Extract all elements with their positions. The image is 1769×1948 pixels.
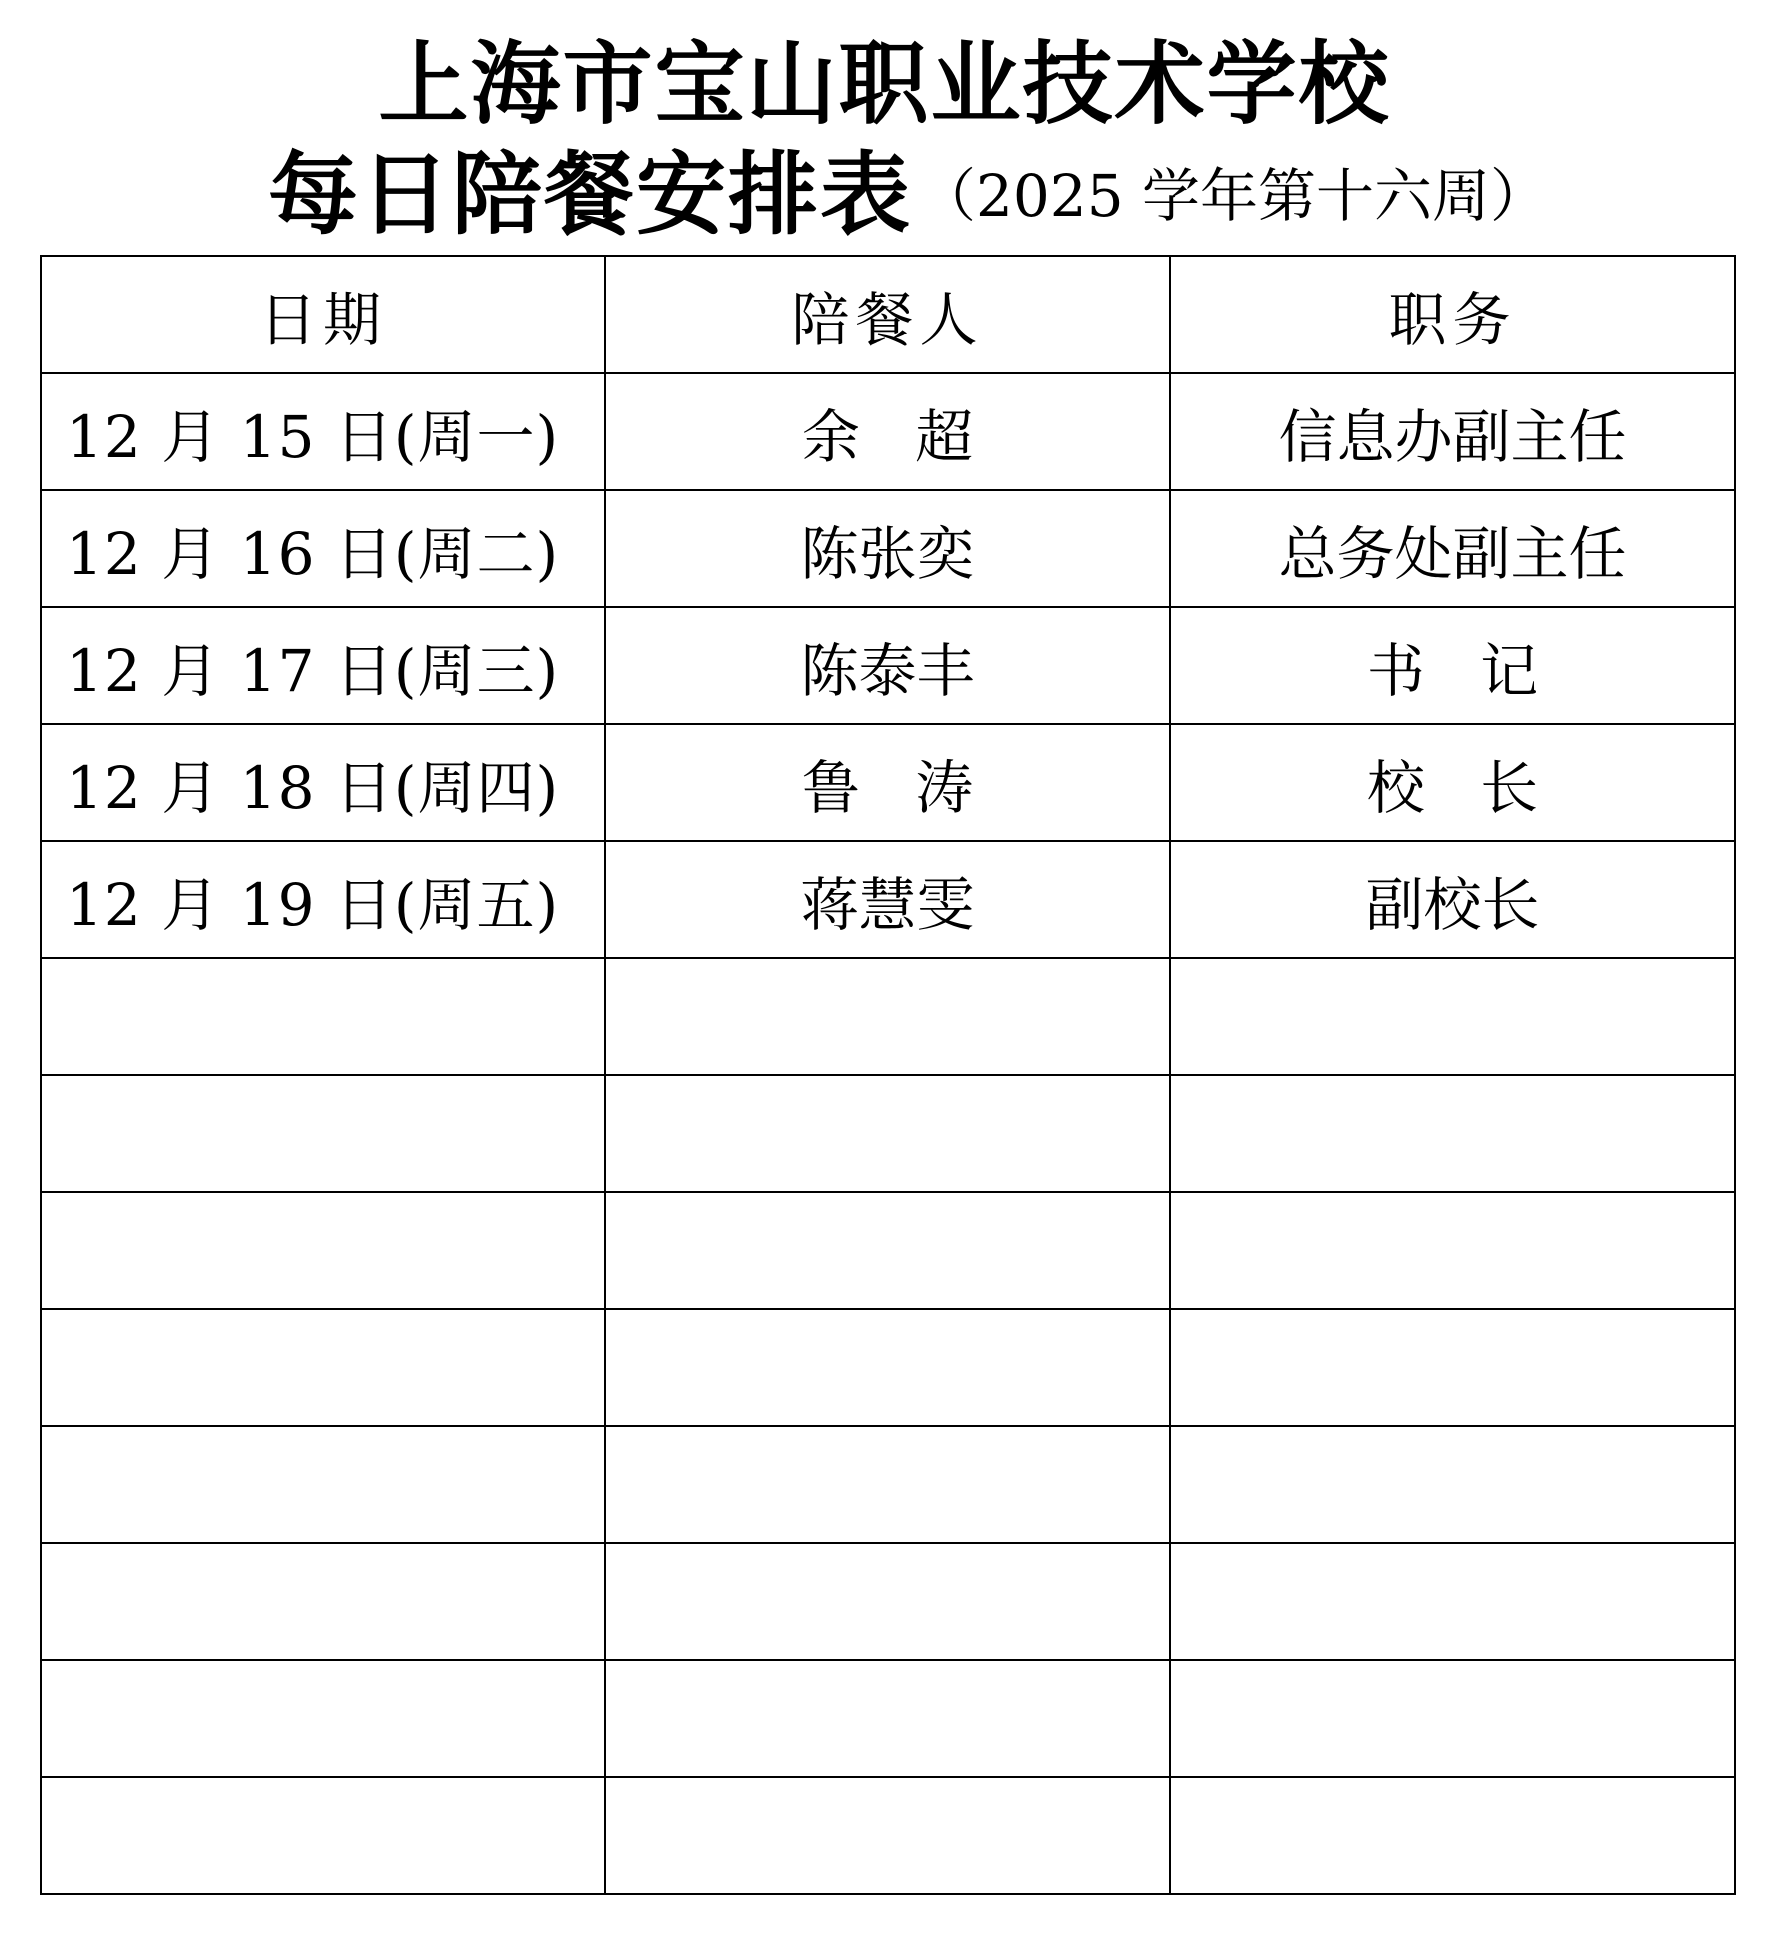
table-row-empty: [41, 1660, 1735, 1777]
cell-position: 总务处副主任: [1170, 490, 1735, 607]
cell-date: [41, 1075, 605, 1192]
cell-date: [41, 1543, 605, 1660]
cell-date: 12 月 18 日(周四): [41, 724, 605, 841]
table-row: [41, 724, 1735, 841]
cell-person: [605, 1192, 1170, 1309]
cell-position: [1170, 958, 1735, 1075]
cell-person: 陈泰丰: [605, 607, 1170, 724]
cell-date: [41, 1660, 605, 1777]
cell-person: [605, 1075, 1170, 1192]
cell-date: [41, 1777, 605, 1894]
schedule-table: [40, 255, 1736, 1895]
cell-date: [41, 1192, 605, 1309]
cell-position: 书 记: [1170, 607, 1735, 724]
table-row: [41, 490, 1735, 607]
cell-person: [605, 1777, 1170, 1894]
cell-person: [605, 1309, 1170, 1426]
cell-position: [1170, 1543, 1735, 1660]
header-person: 陪餐人: [605, 256, 1170, 373]
cell-person: [605, 958, 1170, 1075]
cell-person: 鲁 涛: [605, 724, 1170, 841]
cell-date: 12 月 17 日(周三): [41, 607, 605, 724]
cell-date: 12 月 19 日(周五): [41, 841, 605, 958]
cell-position: [1170, 1660, 1735, 1777]
table-row-empty: [41, 1426, 1735, 1543]
document-subtitle: [268, 140, 1548, 250]
cell-position: [1170, 1309, 1735, 1426]
header-date: 日期: [41, 256, 605, 373]
cell-position: [1170, 1075, 1735, 1192]
cell-date: [41, 958, 605, 1075]
subtitle-main: 每日陪餐安排表: [268, 142, 912, 248]
cell-position: [1170, 1192, 1735, 1309]
cell-person: [605, 1426, 1170, 1543]
table-row: [41, 373, 1735, 490]
cell-date: [41, 1426, 605, 1543]
cell-date: 12 月 15 日(周一): [41, 373, 605, 490]
cell-position: [1170, 1426, 1735, 1543]
cell-date: 12 月 16 日(周二): [41, 490, 605, 607]
table-row-empty: [41, 1543, 1735, 1660]
cell-position: 信息办副主任: [1170, 373, 1735, 490]
cell-person: [605, 1660, 1170, 1777]
cell-person: [605, 1543, 1170, 1660]
week-label: （2025 学年第十六周）: [918, 161, 1549, 230]
table-row-empty: [41, 1075, 1735, 1192]
table-row: [41, 607, 1735, 724]
table-row-empty: [41, 1777, 1735, 1894]
table-row-empty: [41, 958, 1735, 1075]
table-header-row: [41, 256, 1735, 373]
cell-position: 校 长: [1170, 724, 1735, 841]
cell-position: 副校长: [1170, 841, 1735, 958]
cell-position: [1170, 1777, 1735, 1894]
header-position: 职务: [1170, 256, 1735, 373]
table-row: [41, 841, 1735, 958]
cell-person: 蒋慧雯: [605, 841, 1170, 958]
cell-person: 余 超: [605, 373, 1170, 490]
table-row-empty: [41, 1192, 1735, 1309]
cell-date: [41, 1309, 605, 1426]
cell-person: 陈张奕: [605, 490, 1170, 607]
document-title: 上海市宝山职业技术学校: [378, 32, 1391, 137]
table-row-empty: [41, 1309, 1735, 1426]
